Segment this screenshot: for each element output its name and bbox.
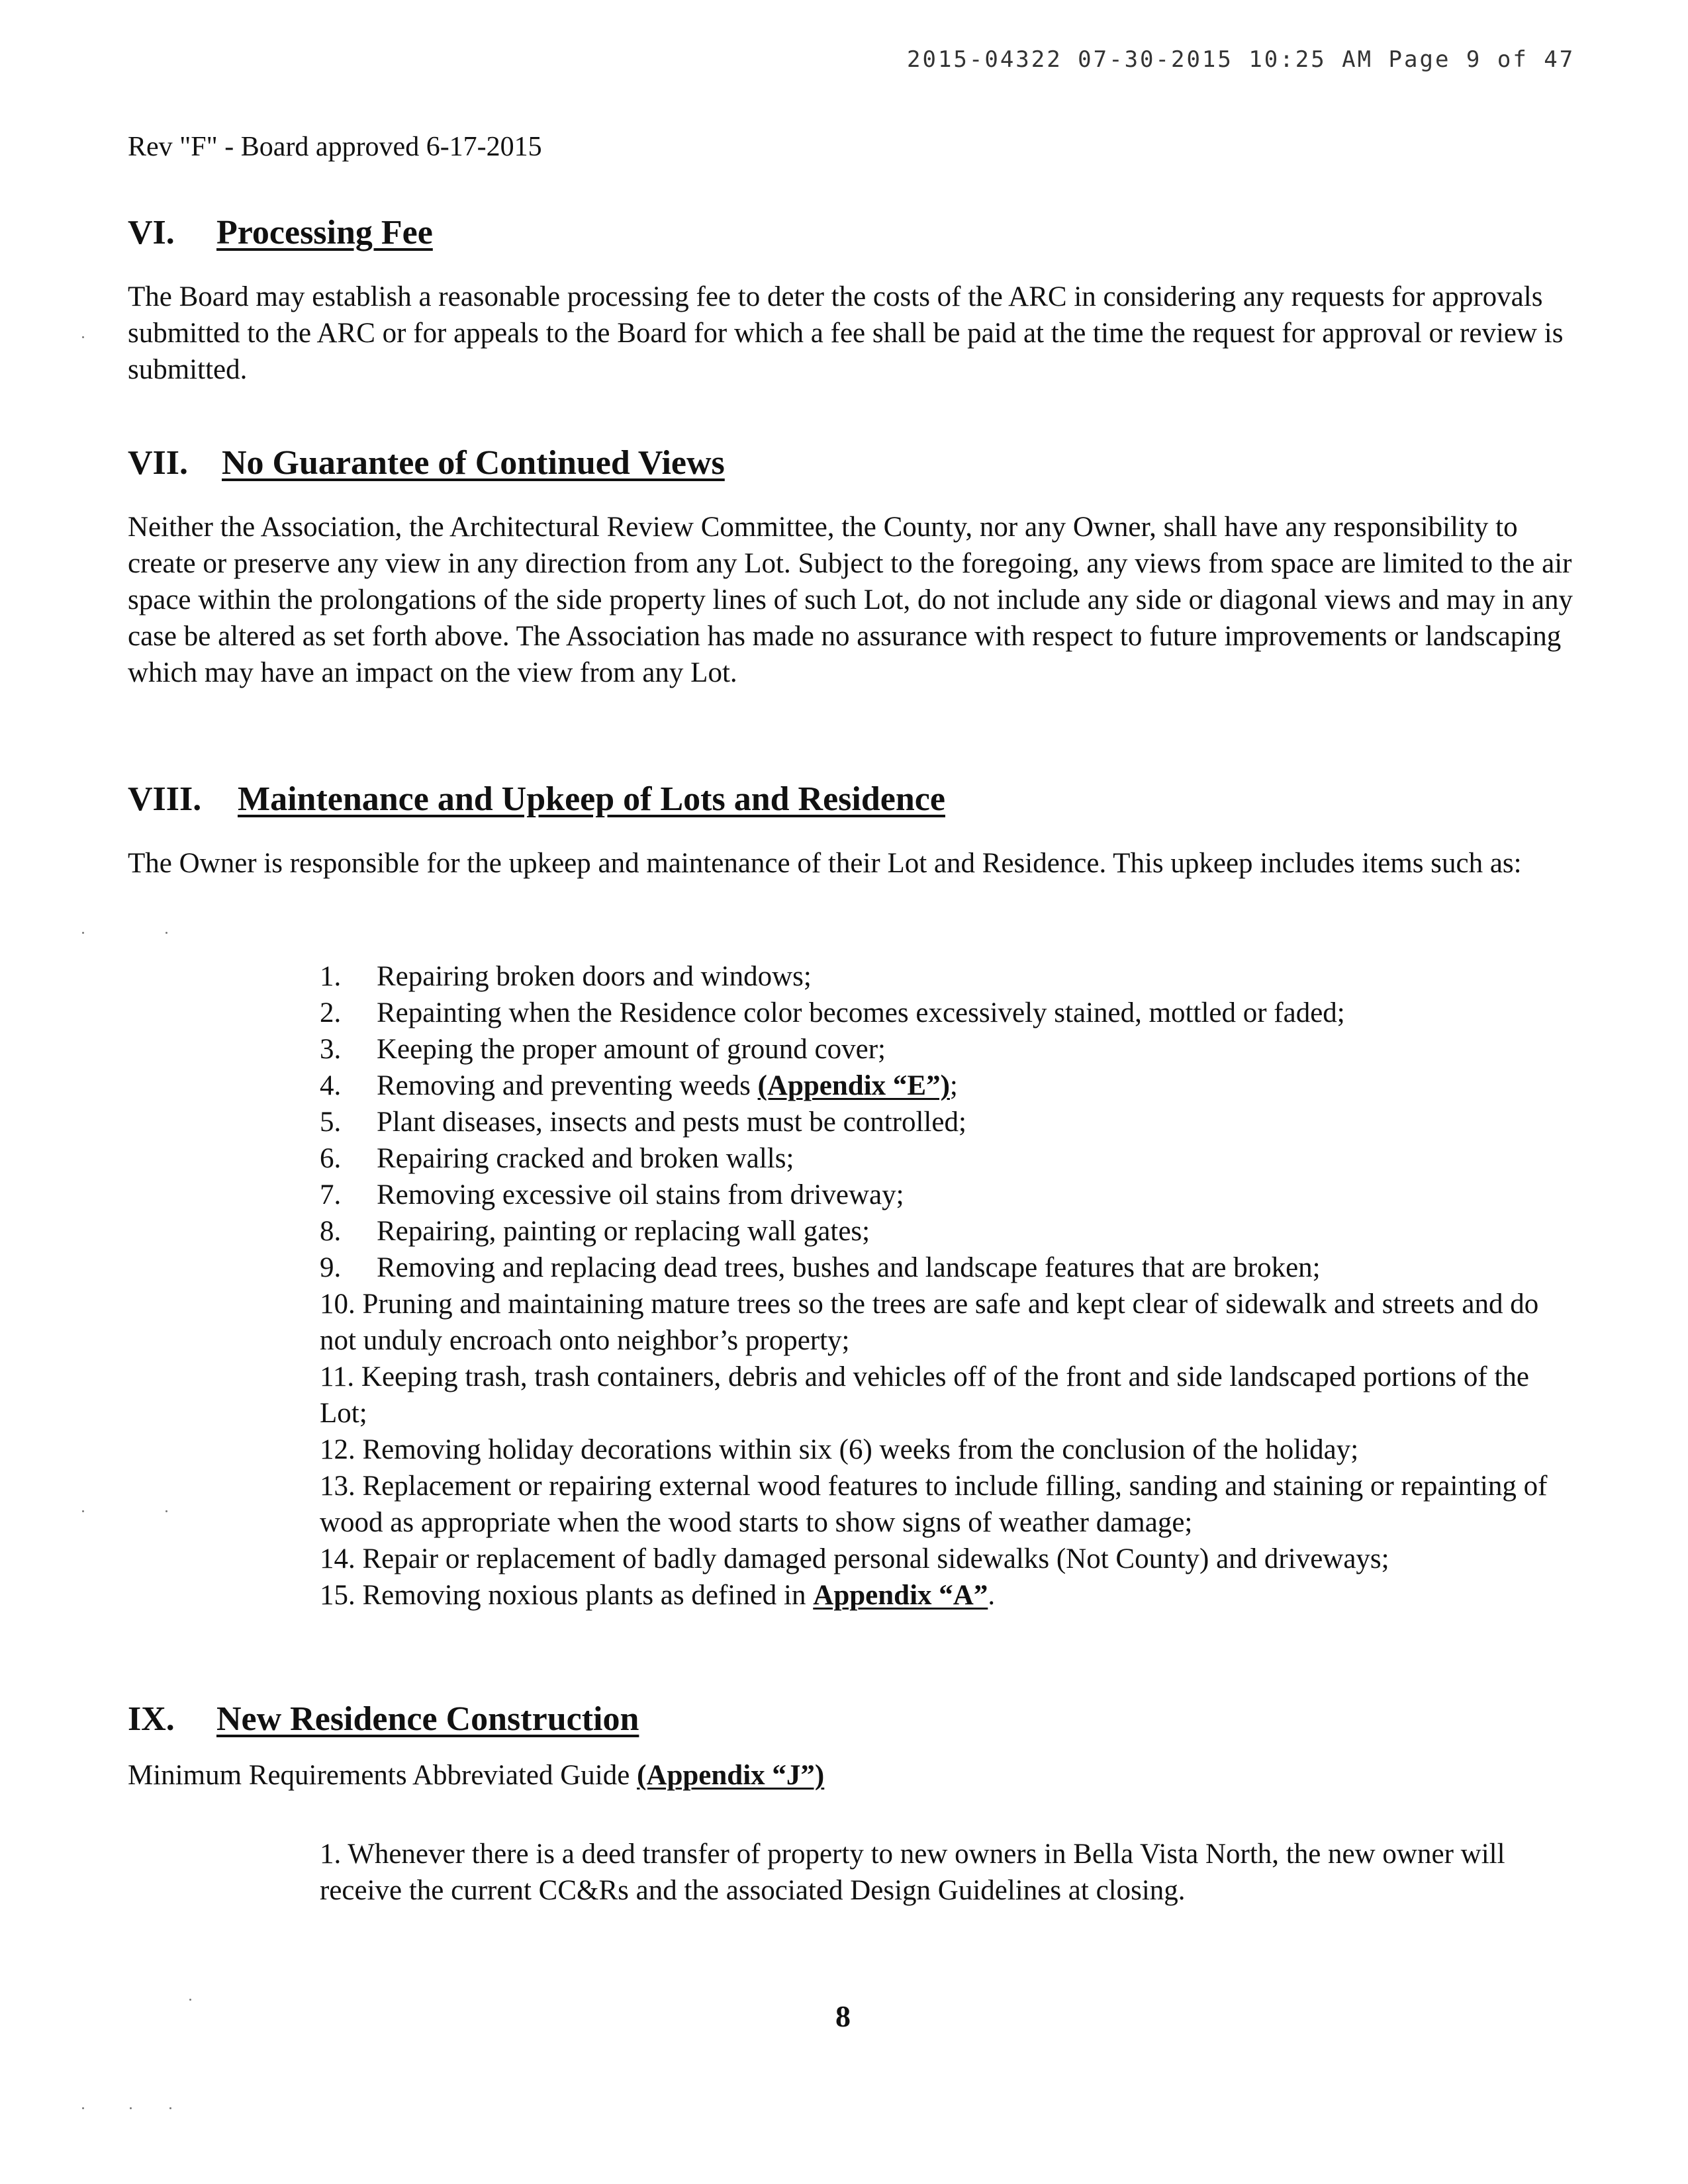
list-item-punct: ; [949, 1070, 958, 1101]
list-item [320, 1213, 1564, 1250]
scan-speck [189, 1999, 191, 2001]
list-item-text: Replacement or repairing external wood features to include filling, sanding and staining or repainting of wood as appropriate when the wood starts to show signs of weather damage; [320, 1471, 1548, 1538]
list-item-number: 13. [320, 1471, 355, 1502]
list-item-number: 3. [320, 1034, 342, 1065]
list-item-text-wrap [320, 1541, 1564, 1577]
list-item [320, 1286, 1564, 1359]
list-item [320, 1577, 1564, 1614]
list-item-text: Repairing, painting or replacing wall gates; [377, 1216, 870, 1247]
scan-speck [165, 932, 167, 934]
list-item-number: 9. [320, 1252, 342, 1283]
scan-speck [82, 2107, 84, 2109]
list-item-text: Keeping trash, trash containers, debris and vehicles off of the front and side landscaped portions of the Lot; [320, 1361, 1529, 1429]
list-item [320, 1432, 1564, 1468]
section-ix-subtitle [128, 1757, 1577, 1794]
section-title: New Residence Construction [216, 1700, 639, 1738]
list-item-text-wrap [320, 1468, 1564, 1541]
section-vii-heading [128, 443, 1577, 482]
section-vi-body: The Board may establish a reasonable processing fee to deter the costs of the ARC in considering any requests for approvals submitted to the ARC or for appeals to the Board for which a fee shall be paid at the time the request for approval or review is submitted. [128, 281, 1564, 385]
section-ix-heading [128, 1700, 1577, 1739]
upkeep-list [320, 958, 1564, 1614]
scan-speck [82, 1510, 84, 1512]
section-ix [128, 1700, 1577, 1794]
section-number: IX. [128, 1700, 175, 1738]
list-item-number: 1. [320, 961, 342, 992]
list-item-text: Pruning and maintaining mature trees so the trees are safe and kept clear of sidewalk and streets and do not unduly encroach onto neighbor’s property; [320, 1289, 1539, 1356]
list-item-text: Removing holiday decorations within six (6) weeks from the conclusion of the holiday; [362, 1434, 1359, 1465]
list-item [320, 1068, 1564, 1104]
list-item-text: Removing excessive oil stains from driveway; [377, 1179, 904, 1210]
list-item [320, 1104, 1564, 1140]
section-number: VII. [128, 444, 189, 482]
appendix-j-link[interactable]: (Appendix “J”) [637, 1760, 825, 1791]
section-viii-heading [128, 780, 1577, 819]
appendix-a-link[interactable]: Appendix “A” [813, 1580, 988, 1611]
list-item-text: Removing and preventing weeds [377, 1070, 758, 1101]
list-item-number: 12. [320, 1434, 355, 1465]
list-item-number: 6. [320, 1143, 342, 1174]
revision-line: Rev "F" - Board approved 6-17-2015 [128, 132, 542, 162]
section-number: VIII. [128, 780, 202, 818]
list-item-text: Repainting when the Residence color becomes excessively stained, mottled or faded; [377, 997, 1345, 1028]
fax-header-stamp: 2015-04322 07-30-2015 10:25 AM Page 9 of 47 [907, 46, 1575, 73]
list-item-text: Whenever there is a deed transfer of property to new owners in Bella Vista North, the new owner will receive the current CC&Rs and the associated Design Guidelines at closing. [320, 1839, 1505, 1906]
section-vi-heading [128, 213, 1577, 252]
list-item [320, 1140, 1564, 1177]
section-vi [128, 213, 1577, 388]
section-title: Maintenance and Upkeep of Lots and Residence [238, 780, 945, 818]
list-item-number: 8. [320, 1216, 342, 1247]
list-item-text: Removing noxious plants as defined in [362, 1580, 814, 1611]
scan-speck [130, 2107, 132, 2109]
section-viii [128, 780, 1577, 882]
list-item-text-wrap [320, 1432, 1564, 1468]
section-viii-intro: The Owner is responsible for the upkeep and maintenance of their Lot and Residence. This upkeep includes items such as: [128, 848, 1522, 879]
list-item-text-wrap [377, 1068, 1564, 1104]
list-item-number: 7. [320, 1179, 342, 1210]
list-item-text: Repairing cracked and broken walls; [377, 1143, 794, 1174]
list-item-text: Repairing broken doors and windows; [377, 961, 812, 992]
scan-speck [165, 1510, 167, 1512]
list-item [320, 1250, 1564, 1286]
section-ix-subtitle-text: Minimum Requirements Abbreviated Guide [128, 1760, 637, 1791]
section-vii-body: Neither the Association, the Architectural Review Committee, the County, nor any Owner, shall have any responsibility to create or preserve any view in any direction from any Lot. Subject to the foregoing, any views from space are limited to the air space within the prolongations of the side property lines of such Lot, do not include any side or diagonal views and may in any case be altered as set forth above. The Association has made no assurance with respect to future improvements or landscaping which may have an impact on the view from any Lot. [128, 512, 1573, 688]
scan-speck [82, 336, 84, 338]
list-item-number: 2. [320, 997, 342, 1028]
list-item-number: 11. [320, 1361, 355, 1392]
list-item-number: 10. [320, 1289, 355, 1320]
list-item [320, 1836, 1564, 1909]
list-item-number: 14. [320, 1543, 355, 1574]
list-item-text-wrap [320, 1286, 1564, 1359]
list-item-text-wrap [320, 1577, 1564, 1614]
list-item-text-wrap [320, 1359, 1564, 1432]
list-item-number: 4. [320, 1070, 342, 1101]
section-title: Processing Fee [216, 214, 433, 251]
list-item-text: Removing and replacing dead trees, bushes and landscape features that are broken; [377, 1252, 1321, 1283]
appendix-e-link[interactable]: (Appendix “E”) [757, 1070, 950, 1101]
section-title: No Guarantee of Continued Views [222, 444, 725, 482]
list-item [320, 958, 1564, 995]
list-item-number: 1. [320, 1839, 342, 1870]
page-number: 8 [835, 1999, 851, 2033]
list-item [320, 995, 1564, 1031]
section-number: VI. [128, 214, 175, 251]
scan-speck [82, 932, 84, 934]
list-item [320, 1468, 1564, 1541]
section-vii [128, 443, 1577, 691]
new-construction-list [320, 1836, 1564, 1909]
list-item [320, 1031, 1564, 1068]
list-item-punct: . [988, 1580, 996, 1611]
scan-speck [169, 2107, 171, 2109]
list-item-number: 5. [320, 1107, 342, 1138]
list-item [320, 1177, 1564, 1213]
list-item-text: Plant diseases, insects and pests must be controlled; [377, 1107, 966, 1138]
list-item-text: Keeping the proper amount of ground cover; [377, 1034, 886, 1065]
list-item-text: Repair or replacement of badly damaged personal sidewalks (Not County) and driveways; [362, 1543, 1389, 1574]
list-item [320, 1359, 1564, 1432]
list-item [320, 1541, 1564, 1577]
list-item-number: 15. [320, 1580, 355, 1611]
